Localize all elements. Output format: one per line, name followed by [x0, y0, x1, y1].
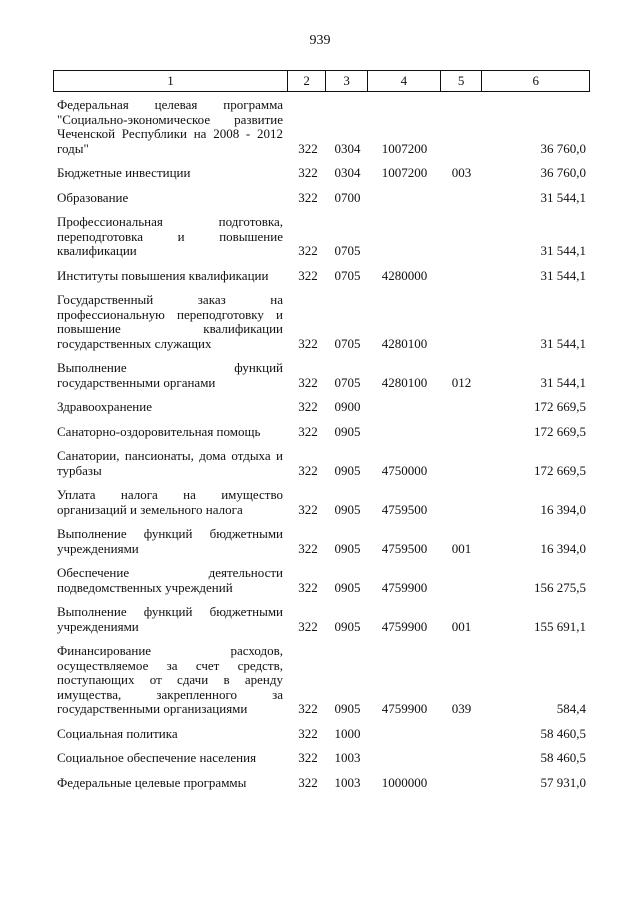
- row-amount: 36 760,0: [540, 140, 586, 156]
- row-amount: 58 460,5: [540, 750, 586, 765]
- row-section: 0905: [334, 701, 361, 716]
- row-amount: 58 460,5: [540, 725, 586, 741]
- row-name: Социальное обеспечение населения: [57, 750, 257, 765]
- row-name: Федеральная целевая программа "Социально-экономическое развитие Чеченской Республики на 2008 - 2012 годы": [57, 97, 283, 156]
- row-expense-type: 039: [451, 701, 472, 716]
- table-row: [53, 527, 590, 556]
- row-target-article: 4759500: [381, 501, 428, 517]
- row-ved: 322: [298, 540, 318, 556]
- row-expense-type: 001: [451, 618, 472, 634]
- row-target-article: 1000000: [381, 774, 428, 790]
- budget-table: [53, 70, 590, 800]
- table-row: [53, 566, 590, 595]
- table-row: [53, 488, 590, 517]
- header-col-3: 3: [325, 71, 366, 91]
- row-amount: 584,4: [556, 701, 586, 716]
- row-target-article: 4280000: [381, 267, 428, 283]
- row-target-article: 4759900: [381, 701, 428, 716]
- row-target-article: 4759500: [381, 540, 428, 556]
- table-row: [53, 215, 590, 259]
- header-col-1: 1: [167, 73, 174, 88]
- row-amount: 172 669,5: [534, 399, 586, 414]
- row-amount: 31 544,1: [540, 189, 586, 205]
- row-amount: 31 544,1: [540, 243, 586, 258]
- row-section: 1003: [334, 750, 361, 765]
- row-ved: 322: [298, 423, 318, 439]
- row-section: 0705: [334, 335, 361, 351]
- row-name: Выполнение функций государственными органами: [57, 360, 283, 390]
- table-row: [53, 400, 590, 415]
- row-amount: 155 691,1: [534, 618, 586, 634]
- row-section: 0900: [334, 399, 361, 414]
- row-ved: 322: [298, 618, 318, 634]
- row-target-article: 1007200: [381, 165, 428, 180]
- row-section: 0705: [334, 267, 361, 283]
- row-name: Профессиональная подготовка, переподготовка и повышение квалификации: [57, 214, 283, 258]
- row-amount: 172 669,5: [534, 462, 586, 478]
- row-amount: 16 394,0: [540, 501, 586, 517]
- row-section: 1000: [334, 725, 361, 741]
- row-ved: 322: [298, 399, 318, 414]
- row-amount: 31 544,1: [540, 374, 586, 390]
- page-number: 939: [309, 33, 331, 48]
- row-name: Федеральные целевые программы: [57, 774, 247, 790]
- row-ved: 322: [298, 725, 318, 741]
- row-amount: 57 931,0: [540, 774, 586, 790]
- row-amount: 172 669,5: [534, 423, 586, 439]
- row-ved: 322: [298, 267, 318, 283]
- row-ved: 322: [298, 774, 318, 790]
- row-section: 0905: [334, 462, 361, 478]
- row-section: 0905: [334, 579, 361, 595]
- header-col-4: 4: [367, 71, 440, 91]
- row-name: Уплата налога на имущество организаций и земельного налога: [57, 487, 283, 517]
- row-ved: 322: [298, 374, 318, 390]
- row-section: 0905: [334, 618, 361, 634]
- table-row: [53, 98, 590, 156]
- row-name: Социальная политика: [57, 725, 178, 741]
- row-name: Санаторно-оздоровительная помощь: [57, 423, 261, 439]
- row-name: Институты повышения квалификации: [57, 267, 269, 283]
- row-target-article: 4280100: [381, 335, 428, 351]
- table-row: [53, 449, 590, 478]
- table-row: [53, 644, 590, 717]
- table-body: [53, 92, 590, 790]
- table-row: [53, 166, 590, 181]
- row-ved: 322: [298, 335, 318, 351]
- row-ved: 322: [298, 140, 318, 156]
- table-row: [53, 361, 590, 390]
- row-section: 0304: [334, 140, 361, 156]
- row-name: Обеспечение деятельности подведомственных учреждений: [57, 565, 283, 595]
- header-col-5: 5: [440, 71, 481, 91]
- row-target-article: 4759900: [381, 579, 428, 595]
- table-row: [53, 751, 590, 766]
- row-amount: 31 544,1: [540, 267, 586, 283]
- row-section: 0304: [334, 165, 361, 180]
- row-name: Выполнение функций бюджетными учреждениями: [57, 526, 283, 556]
- table-header: [53, 70, 590, 92]
- table-row: [53, 727, 590, 742]
- row-section: 0905: [334, 423, 361, 439]
- header-col-6: 6: [481, 71, 589, 91]
- row-name: Выполнение функций бюджетными учреждениями: [57, 604, 283, 634]
- row-amount: 156 275,5: [534, 579, 586, 595]
- row-name: Здравоохранение: [57, 399, 152, 414]
- table-row: [53, 425, 590, 440]
- row-target-article: 4759900: [381, 618, 428, 634]
- row-ved: 322: [298, 243, 318, 258]
- row-target-article: 1007200: [381, 140, 428, 156]
- row-name: Финансирование расходов, осуществляемое за счет средств, поступающих от сдачи в аренду имущества, закрепленного за государственными организациями: [57, 643, 283, 716]
- row-ved: 322: [298, 462, 318, 478]
- table-row: [53, 605, 590, 634]
- row-expense-type: 012: [451, 374, 472, 390]
- row-amount: 16 394,0: [540, 540, 586, 556]
- row-ved: 322: [298, 189, 318, 205]
- table-row: [53, 293, 590, 351]
- table-row: [53, 776, 590, 791]
- row-section: 0905: [334, 540, 361, 556]
- row-ved: 322: [298, 701, 318, 716]
- row-target-article: 4750000: [381, 462, 428, 478]
- row-name: Бюджетные инвестиции: [57, 165, 191, 180]
- row-section: 0905: [334, 501, 361, 517]
- row-ved: 322: [298, 579, 318, 595]
- row-section: 1003: [334, 774, 361, 790]
- row-name: Государственный заказ на профессиональную переподготовку и повышение квалификации государственных служащих: [57, 292, 283, 351]
- row-ved: 322: [298, 750, 318, 765]
- row-name: Санатории, пансионаты, дома отдыха и турбазы: [57, 448, 283, 478]
- header-col-2: 2: [287, 71, 326, 91]
- table-row: [53, 269, 590, 284]
- row-section: 0700: [334, 189, 361, 205]
- row-target-article: 4280100: [381, 374, 428, 390]
- row-ved: 322: [298, 165, 318, 180]
- row-ved: 322: [298, 501, 318, 517]
- row-expense-type: 001: [451, 540, 472, 556]
- row-section: 0705: [334, 374, 361, 390]
- row-amount: 31 544,1: [540, 335, 586, 351]
- row-amount: 36 760,0: [540, 165, 586, 180]
- row-name: Образование: [57, 189, 129, 205]
- table-row: [53, 191, 590, 206]
- row-expense-type: 003: [451, 165, 472, 180]
- row-section: 0705: [334, 243, 361, 258]
